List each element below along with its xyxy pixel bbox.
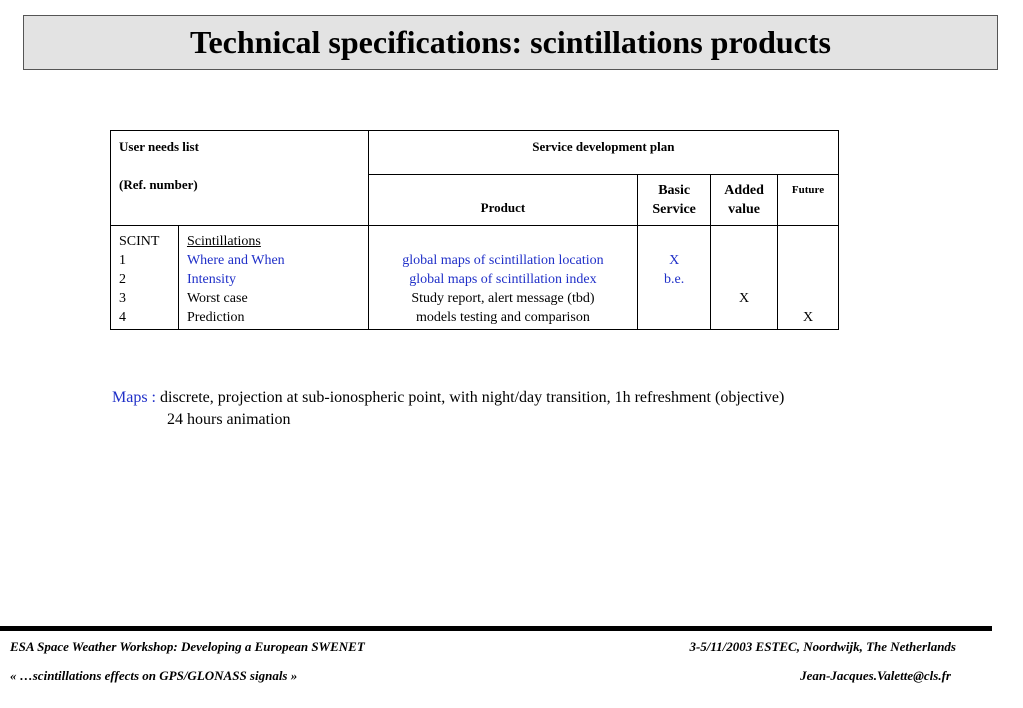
- page-title: Technical specifications: scintillations products: [190, 24, 831, 60]
- ref-number-header: (Ref. number): [119, 177, 198, 192]
- added-header-line2: value: [728, 202, 760, 217]
- maps-note: [112, 387, 784, 431]
- user-needs-header: User needs list: [119, 139, 199, 154]
- ref-id: 3: [119, 291, 126, 306]
- ref-id: 1: [119, 253, 126, 268]
- footer-divider: [0, 626, 992, 631]
- basic-mark: X: [669, 253, 680, 268]
- ref-id: 4: [119, 310, 126, 325]
- product-header: Product: [368, 175, 637, 226]
- service-plan-header: Service development plan: [368, 131, 838, 175]
- basic-header-line2: Service: [652, 202, 696, 217]
- product-item: Study report, alert message (tbd): [411, 291, 595, 306]
- need-item: Where and When: [186, 253, 285, 268]
- ref-id: SCINT: [119, 234, 160, 249]
- added-header-line1: Added: [724, 183, 764, 198]
- future-header: Future: [778, 175, 839, 226]
- spec-table: [110, 130, 839, 330]
- footer-right-2: Jean-Jacques.Valette@cls.fr: [800, 668, 951, 683]
- ref-id: 2: [119, 272, 126, 287]
- footer-left-2: « …scintillations effects on GPS/GLONASS signals »: [10, 668, 298, 683]
- footer-right-1: 3-5/11/2003 ESTEC, Noordwijk, The Netherlands: [689, 639, 956, 654]
- footer-left-1: ESA Space Weather Workshop: Developing a European SWENET: [10, 639, 365, 654]
- need-item: Prediction: [186, 310, 245, 325]
- title-box: [23, 15, 998, 70]
- product-item: global maps of scintillation location: [402, 253, 604, 268]
- maps-line1: discrete, projection at sub-ionospheric point, with night/day transition, 1h refreshment (objective): [160, 389, 785, 406]
- needs-cell: [178, 226, 368, 330]
- basic-header-line1: Basic: [658, 183, 691, 198]
- maps-label: Maps :: [112, 389, 156, 406]
- user-needs-header-cell: [111, 131, 369, 226]
- basic-cell: [638, 226, 711, 330]
- ref-id-cell: [111, 226, 179, 330]
- basic-mark: b.e.: [664, 272, 685, 287]
- future-cell: [778, 226, 839, 330]
- need-item: Intensity: [186, 272, 236, 287]
- added-value-header: [711, 175, 778, 226]
- maps-line2: 24 hours animation: [167, 411, 291, 428]
- added-cell: [711, 226, 778, 330]
- need-item: Worst case: [186, 291, 248, 306]
- products-cell: [368, 226, 637, 330]
- future-mark: X: [802, 310, 814, 325]
- product-item: global maps of scintillation index: [409, 272, 597, 287]
- product-item: models testing and comparison: [416, 310, 590, 325]
- basic-service-header: [638, 175, 711, 226]
- needs-heading: Scintillations: [186, 234, 261, 249]
- added-mark: X: [739, 291, 750, 306]
